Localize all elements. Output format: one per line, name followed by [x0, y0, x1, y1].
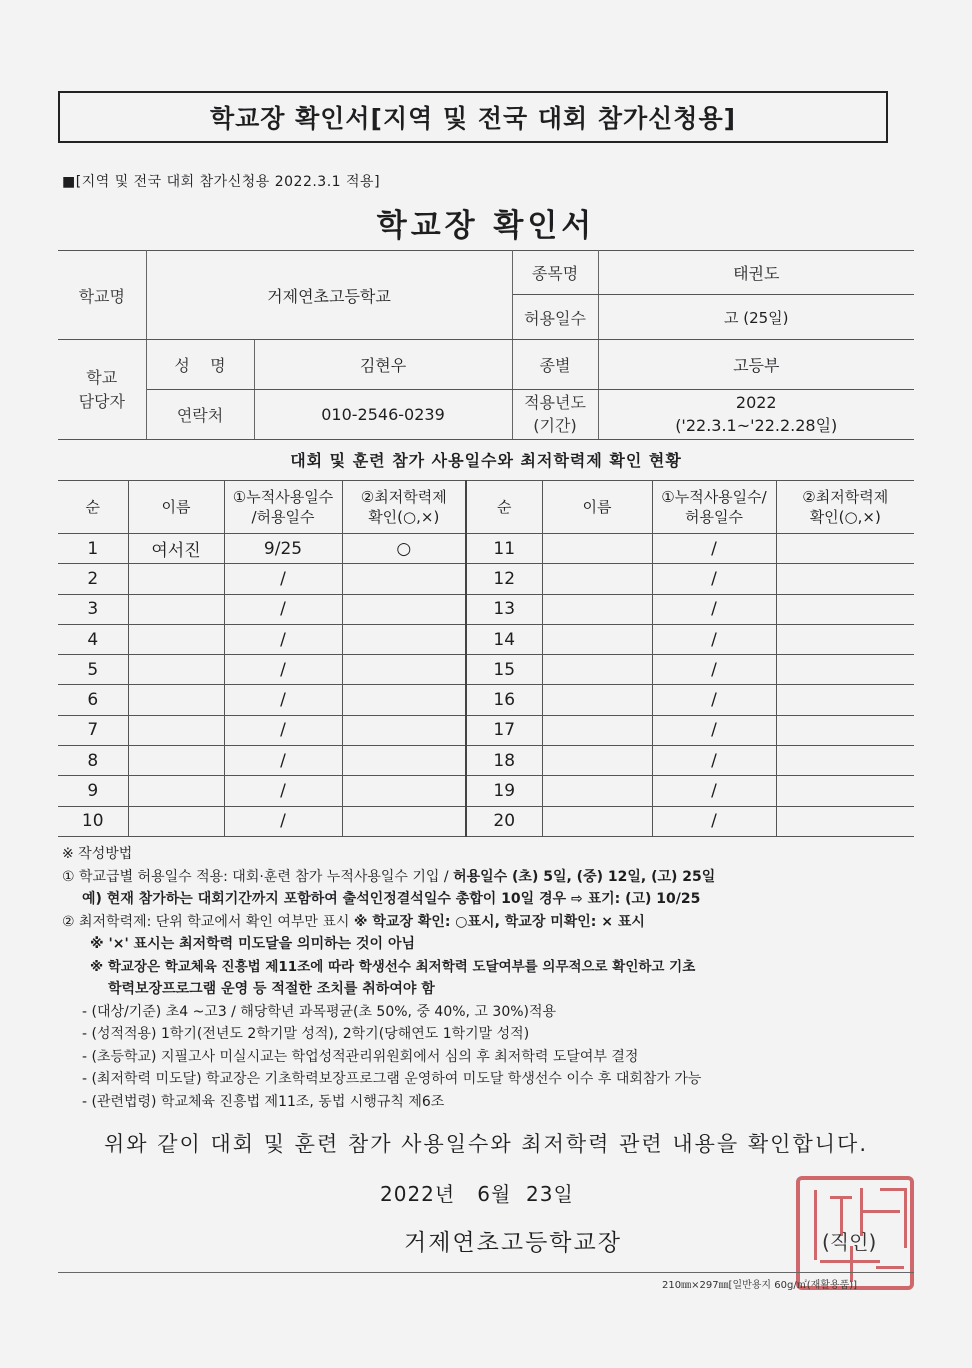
table-row	[58, 806, 914, 836]
row-days-right: /	[652, 534, 776, 564]
header-days-right-line2: 허용일수	[685, 508, 743, 526]
year-value-line2: ('22.3.1~'22.2.28일)	[675, 415, 838, 435]
row-check	[342, 594, 466, 624]
header-check-right-line2: 확인(○,×)	[809, 508, 881, 526]
closing-statement: 위와 같이 대회 및 훈련 참가 사용일수와 최저학력 관련 내용을 확인합니다.	[103, 1132, 868, 1156]
name-label: 성 명	[146, 340, 254, 390]
row-name	[128, 776, 224, 806]
row-no-right: 18	[466, 746, 542, 776]
row-check-right	[776, 806, 914, 836]
row-name-right	[542, 564, 652, 594]
row-days-right: /	[652, 715, 776, 745]
header-days-line2: /허용일수	[251, 508, 315, 526]
event-value: 태권도	[598, 251, 914, 295]
header-name-right: 이름	[542, 481, 652, 534]
row-days: /	[224, 746, 342, 776]
row-check-right	[776, 594, 914, 624]
row-check-right	[776, 685, 914, 715]
row-check: ○	[342, 534, 466, 564]
row-days: /	[224, 655, 342, 685]
category-label: 종별	[512, 340, 598, 390]
instruction-dash-1: - (대상/기준) 초4 ~고3 / 해당학년 과목평균(초 50%, 중 40%, 고 30%)적용	[82, 1003, 557, 1020]
row-no: 3	[58, 594, 128, 624]
section-title: 대회 및 훈련 참가 사용일수와 최저학력제 확인 현황	[290, 451, 682, 470]
instruction-dash-5: - (관련법령) 학교체육 진흥법 제11조, 동법 시행규칙 제6조	[82, 1093, 445, 1110]
row-check-right	[776, 534, 914, 564]
table-row	[58, 776, 914, 806]
row-name	[128, 715, 224, 745]
row-name	[128, 624, 224, 654]
header-check-line2: 확인(○,×)	[368, 508, 440, 526]
header-check-right	[776, 481, 914, 534]
year-label-line1: 적용년도	[524, 393, 586, 413]
row-name	[128, 594, 224, 624]
row-no-right: 14	[466, 624, 542, 654]
row-days: /	[224, 715, 342, 745]
category-value: 고등부	[598, 340, 914, 390]
row-days-right: /	[652, 564, 776, 594]
table-row	[58, 685, 914, 715]
row-check-right	[776, 746, 914, 776]
instruction-item-2-text: ② 최저학력제: 단위 학교에서 확인 여부만 표시	[62, 913, 354, 930]
school-principal-sign: 거제연초고등학교장	[404, 1230, 622, 1256]
row-check	[342, 715, 466, 745]
name-value: 김현우	[254, 340, 512, 390]
year-label	[512, 390, 598, 440]
contact-value: 010-2546-0239	[254, 390, 512, 440]
row-check	[342, 685, 466, 715]
row-name	[128, 564, 224, 594]
participation-table	[58, 480, 914, 837]
school-label: 학교명	[58, 251, 146, 340]
instruction-item-1-bold: 허용일수 (초) 5일, (중) 12일, (고) 25일	[453, 868, 716, 885]
instructions-heading: ※ 작성방법	[62, 846, 133, 862]
header-check-line1: ②최저학력제	[360, 487, 447, 506]
row-no-right: 20	[466, 806, 542, 836]
row-check-right	[776, 655, 914, 685]
row-no-right: 16	[466, 685, 542, 715]
instruction-dash-4: - (최저학력 미도달) 학교장은 기초학력보장프로그램 운영하여 미도달 학생선수 이수 후 대회참가 가능	[82, 1071, 702, 1087]
table-row	[58, 534, 914, 564]
row-check	[342, 564, 466, 594]
row-check	[342, 624, 466, 654]
allow-days-value: 고 (25일)	[598, 295, 914, 340]
row-days: /	[224, 776, 342, 806]
document-title: 학교장 확인서[지역 및 전국 대회 참가신청용]	[58, 91, 888, 143]
instruction-note-1: ※ '×' 표시는 최저학력 미도달을 의미하는 것이 아님	[90, 936, 415, 952]
row-name-right	[542, 715, 652, 745]
row-name-right	[542, 624, 652, 654]
row-days: /	[224, 685, 342, 715]
row-name	[128, 685, 224, 715]
table-row	[58, 564, 914, 594]
row-check-right	[776, 715, 914, 745]
row-no: 1	[58, 534, 128, 564]
header-check	[342, 481, 466, 534]
row-days: /	[224, 806, 342, 836]
main-title: 학교장 확인서	[376, 208, 596, 244]
year-value	[598, 390, 914, 440]
paper-spec: 210㎜×297㎜[일반용지 60g/㎡(재활용품)]	[662, 1280, 858, 1291]
application-note: ■[지역 및 전국 대회 참가신청용 2022.3.1 적용]	[62, 174, 381, 190]
row-check	[342, 655, 466, 685]
row-no-right: 13	[466, 594, 542, 624]
row-days-right: /	[652, 685, 776, 715]
table-row	[58, 594, 914, 624]
manager-label	[58, 340, 146, 440]
instruction-note-2: ※ 학교장은 학교체육 진흥법 제11조에 따라 학생선수 최저학력 도달여부를 의무적으로 확인하고 기초	[90, 958, 696, 975]
row-check-right	[776, 776, 914, 806]
row-no: 7	[58, 715, 128, 745]
row-days-right: /	[652, 594, 776, 624]
event-label: 종목명	[512, 251, 598, 295]
table-row	[58, 746, 914, 776]
row-days: 9/25	[224, 534, 342, 564]
header-days-right	[652, 481, 776, 534]
row-name-right	[542, 776, 652, 806]
table-row	[58, 715, 914, 745]
row-name	[128, 746, 224, 776]
table-body	[58, 534, 914, 837]
table-row	[58, 655, 914, 685]
manager-label-line1: 학교	[86, 367, 118, 387]
contact-label: 연락처	[146, 390, 254, 440]
row-name-right	[542, 594, 652, 624]
instruction-item-1	[62, 866, 922, 889]
instruction-note-2-cont: 학력보장프로그램 운영 등 적절한 조치를 취하여야 함	[108, 981, 435, 997]
table-row	[58, 624, 914, 654]
row-no: 5	[58, 655, 128, 685]
row-no: 6	[58, 685, 128, 715]
instruction-item-1-text: ① 학교급별 허용일수 적용: 대회·훈련 참가 누적사용일수 기입 /	[62, 868, 454, 885]
row-name: 여서진	[128, 534, 224, 564]
row-name-right	[542, 746, 652, 776]
row-check-right	[776, 564, 914, 594]
row-days: /	[224, 624, 342, 654]
row-check	[342, 776, 466, 806]
header-name: 이름	[128, 481, 224, 534]
year-label-line2: (기간)	[533, 415, 577, 435]
instructions	[62, 843, 922, 1113]
row-no: 8	[58, 746, 128, 776]
row-no: 2	[58, 564, 128, 594]
row-no: 10	[58, 806, 128, 836]
header-days-line1: ①누적사용일수	[232, 487, 334, 506]
year-value-line1: 2022	[735, 393, 777, 413]
row-days: /	[224, 594, 342, 624]
allow-days-label: 허용일수	[512, 295, 598, 340]
row-name-right	[542, 806, 652, 836]
row-days: /	[224, 564, 342, 594]
row-name-right	[542, 655, 652, 685]
instruction-item-2	[62, 911, 922, 934]
row-days-right: /	[652, 776, 776, 806]
header-days	[224, 481, 342, 534]
row-no-right: 11	[466, 534, 542, 564]
header-no: 순	[58, 481, 128, 534]
row-no: 4	[58, 624, 128, 654]
instruction-dash-3: - (초등학교) 지필고사 미실시교는 학업성적관리위원회에서 심의 후 최저학력 도달여부 결정	[82, 1048, 639, 1065]
row-days-right: /	[652, 806, 776, 836]
row-days-right: /	[652, 624, 776, 654]
school-info-table	[58, 250, 914, 440]
row-no-right: 15	[466, 655, 542, 685]
header-days-right-line1: ①누적사용일수/	[661, 487, 767, 506]
row-days-right: /	[652, 655, 776, 685]
instruction-dash-2: - (성적적용) 1학기(전년도 2학기말 성적), 2학기(당해연도 1학기말 성적)	[82, 1026, 530, 1042]
row-check	[342, 806, 466, 836]
row-check-right	[776, 624, 914, 654]
row-no-right: 19	[466, 776, 542, 806]
row-name-right	[542, 534, 652, 564]
seal-label: (직인)	[822, 1230, 877, 1254]
manager-label-line2: 담당자	[78, 391, 125, 411]
row-name-right	[542, 685, 652, 715]
school-value: 거제연초고등학교	[146, 251, 512, 340]
row-no-right: 17	[466, 715, 542, 745]
row-name	[128, 655, 224, 685]
issue-date: 2022년 6월 23일	[380, 1182, 574, 1206]
row-check	[342, 746, 466, 776]
row-name	[128, 806, 224, 836]
row-days-right: /	[652, 746, 776, 776]
row-no: 9	[58, 776, 128, 806]
instruction-item-2-bold: ※ 학교장 확인: ○표시, 학교장 미확인: × 표시	[353, 913, 645, 930]
row-no-right: 12	[466, 564, 542, 594]
table-header-row	[58, 481, 914, 534]
header-no-right: 순	[466, 481, 542, 534]
footer-divider	[58, 1272, 914, 1273]
header-check-right-line1: ②최저학력제	[802, 487, 889, 506]
instruction-item-1-example: 예) 현재 참가하는 대회기간까지 포함하여 출석인정결석일수 총합이 10일 경우 ⇨ 표기: (고) 10/25	[82, 891, 701, 907]
